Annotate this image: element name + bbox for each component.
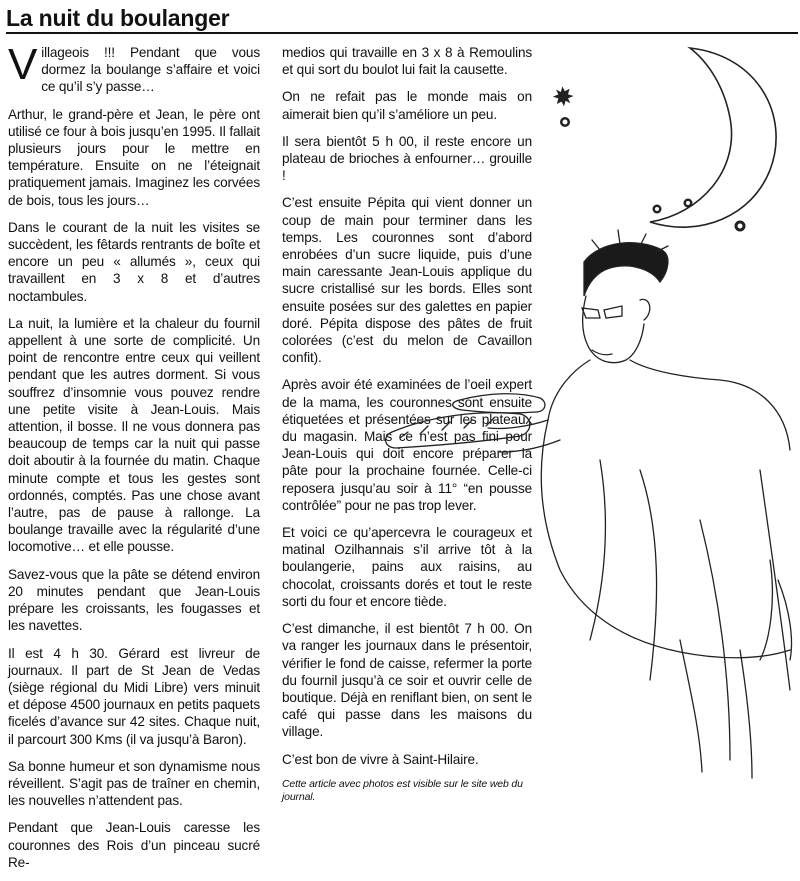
- paragraph: Et voici ce qu’apercevra le courageux et matinal Ozilhannais s’il arrive tôt à la boulangerie, pains aux raisins, au chocolat, croissants dorés et tout le reste sorti du four et encore tiède.: [282, 525, 532, 609]
- star-icon: [684, 199, 693, 208]
- star-icon: [735, 221, 746, 232]
- photo-credit: Cette article avec photos est visible sur le site web du journal.: [282, 777, 523, 803]
- paragraph: C’est ensuite Pépita qui vient donner un coup de main pour terminer dans les temps. Les couronnes sont d’abord enrobées d’un sucre liquide, puis d’une main caressante Jean-Louis applique du sucre cristallisé sur les bords. Elles sont ensuite posées sur des galettes en papier doré. Pépita dispose des pâtes de fruit colorées (c’est du melon de Cavaillon confit).: [282, 195, 532, 366]
- star-icon: [560, 117, 570, 127]
- article-title: La nuit du boulanger: [6, 5, 230, 31]
- paragraph-intro-text: illageois !!! Pendant que vous dormez la boulange s’affaire et voici ce qu’il s’y passe…: [41, 45, 260, 95]
- paragraph: Il est 4 h 30. Gérard est livreur de journaux. Il part de St Jean de Vedas (siège régional du Midi Libre) vers minuit et dépose 4500 journaux en petits paquets ficelés d’avance sur 42 sites. Chaque nuit, il parcourt 300 Kms (il va jusqu’à Baron).: [8, 645, 260, 747]
- paragraph: medios qui travaille en 3 x 8 à Remoulins et qui sort du boulot lui fait la causette.: [282, 45, 532, 78]
- star-icon: [553, 86, 574, 106]
- paragraph: Pendant que Jean-Louis caresse les couronnes des Rois d’un pinceau sucré Re-: [8, 820, 260, 870]
- paragraph: C’est dimanche, il est bientôt 7 h 00. On va ranger les journaux dans le présentoir, vérifier le fond de caisse, refermer la porte du fournil jusqu’à ce soir et ouvrir celle de boutique. Déjà en reniflant bien, on sent le café qui passe dans les maisons du village.: [282, 621, 532, 740]
- paragraph: On ne refait pas le monde mais on aimerait bien qu’il s’améliore un peu.: [282, 89, 532, 122]
- paragraph: Il sera bientôt 5 h 00, il reste encore un plateau de brioches à enfourner… grouille !: [282, 133, 532, 184]
- paragraph: Arthur, le grand-père et Jean, le père ont utilisé ce four à bois jusqu’en 1995. Il fallait plusieurs jours pour le mettre en température. Ensuite on ne l’éteignait pratiquement jamais. Imaginez les corvées de bois, tous les jours…: [8, 106, 260, 208]
- paragraph: Après avoir été examinées de l’oeil expert de la mama, les couronnes sont ensuite étiquetées et présentées sur les plateaux du magasin. Mais ce n’est pas fini pour Jean-Louis qui doit encore préparer la pâte pour la prochaine fournée. Celle-ci reposera jusqu’au soir à 11° “en pousse contrôlée” pour ne pas trop lever.: [282, 377, 532, 513]
- moon-icon: [650, 48, 776, 227]
- paragraph: Savez-vous que la pâte se détend environ 20 minutes pendant que Jean-Louis prépare les croissants, les fougasses et les navettes.: [8, 566, 260, 634]
- star-icon: [653, 205, 662, 214]
- paragraph: La nuit, la lumière et la chaleur du fournil appellent à une sorte de complicité. Un point de rencontre entre ceux qui veillent pendant que les autres dorment. Si vous souffrez d’insomnie vous pouvez rendre une petite visite à Jean-Louis. Mais attention, il bosse. Il ne vous donnera pas beaucoup de temps car la nuit qui passe doit aboutir à la fournée du matin. Chaque minute compte et tous les gestes sont ordonnés, comptés. Pas une chose avant l’autre, pas de pause à rallonge. La boulange travaille avec la régularité d’une locomotive… et elle pousse.: [8, 315, 260, 555]
- title-rule: [6, 32, 798, 34]
- paragraph: C’est bon de vivre à Saint-Hilaire.: [282, 751, 479, 767]
- paragraph: Dans le courant de la nuit les visites se succèdent, les fêtards rentrants de boîte et encore un peu « allumés », ceux qui travaillent en 3 x 8 et d’autres noctambules.: [8, 219, 260, 304]
- paragraph: Sa bonne humeur et son dynamisme nous réveillent. S’agit pas de traîner en chemin, les nouvelles n’attendent pas.: [8, 758, 260, 809]
- paragraph-intro: [8, 40, 260, 96]
- drop-cap: V: [8, 40, 38, 89]
- column-middle: [282, 44, 532, 804]
- column-left: [8, 40, 260, 881]
